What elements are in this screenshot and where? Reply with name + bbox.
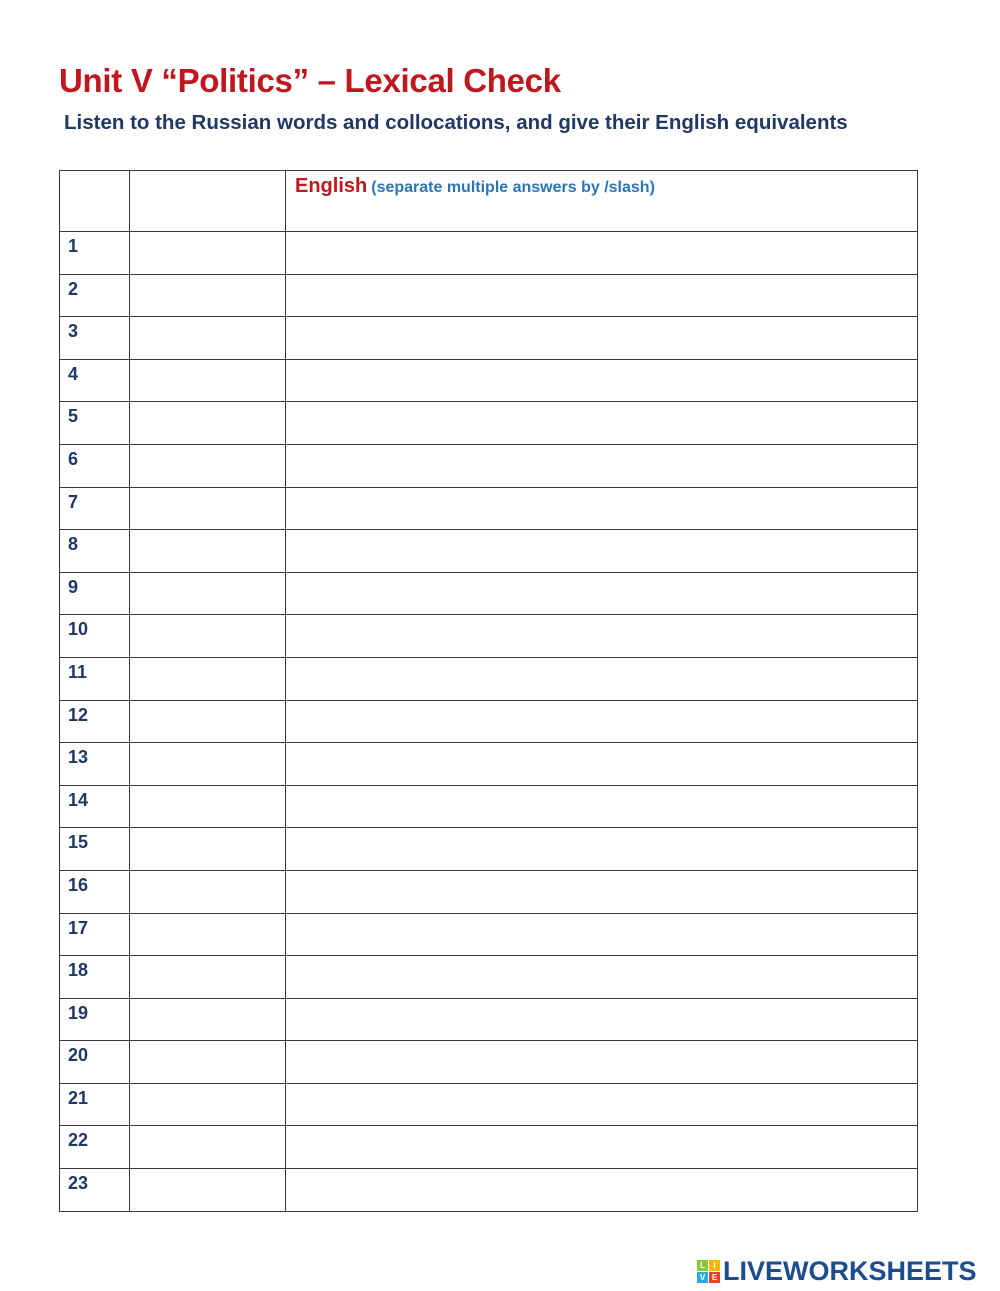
english-answer-cell: [286, 615, 918, 658]
table-row: [60, 1083, 918, 1126]
english-answer-input[interactable]: [286, 1126, 917, 1168]
row-number: 20: [68, 1045, 89, 1066]
english-answer-input[interactable]: [286, 871, 917, 913]
header-number-cell: [60, 171, 130, 232]
row-number: 7: [68, 491, 79, 512]
russian-cell: [130, 828, 286, 871]
english-answer-cell: [286, 1126, 918, 1169]
table-row: [60, 1041, 918, 1084]
english-answer-input[interactable]: [286, 530, 917, 572]
row-number-cell: [60, 274, 130, 317]
row-number: 5: [68, 406, 79, 427]
table-row: [60, 700, 918, 743]
russian-cell: [130, 232, 286, 275]
english-answer-input[interactable]: [286, 275, 917, 317]
table-header-row: [60, 171, 918, 232]
english-answer-input[interactable]: [286, 743, 917, 785]
table-row: [60, 998, 918, 1041]
russian-cell: [130, 615, 286, 658]
english-answer-input[interactable]: [286, 360, 917, 402]
english-answer-input[interactable]: [286, 488, 917, 530]
row-number-cell: [60, 956, 130, 999]
table-row: [60, 274, 918, 317]
english-answer-cell: [286, 232, 918, 275]
table-row: [60, 785, 918, 828]
row-number: 11: [68, 661, 88, 682]
english-answer-input[interactable]: [286, 445, 917, 487]
row-number: 4: [68, 363, 79, 384]
english-answer-cell: [286, 487, 918, 530]
logo-text: LIVEWORKSHEETS: [723, 1256, 977, 1286]
english-answer-input[interactable]: [286, 999, 917, 1041]
row-number: 8: [68, 534, 79, 555]
row-number: 22: [68, 1130, 89, 1151]
row-number: 23: [68, 1173, 89, 1194]
row-number-cell: [60, 1169, 130, 1212]
table-row: [60, 444, 918, 487]
english-answer-cell: [286, 1083, 918, 1126]
russian-cell: [130, 1083, 286, 1126]
table-row: [60, 1169, 918, 1212]
russian-cell: [130, 1041, 286, 1084]
row-number-cell: [60, 828, 130, 871]
row-number-cell: [60, 572, 130, 615]
table-row: [60, 530, 918, 573]
english-answer-input[interactable]: [286, 786, 917, 828]
english-answer-cell: [286, 1041, 918, 1084]
english-answer-input[interactable]: [286, 956, 917, 998]
table-row: [60, 1126, 918, 1169]
table-row: [60, 743, 918, 786]
english-answer-cell: [286, 359, 918, 402]
table-row: [60, 572, 918, 615]
english-answer-input[interactable]: [286, 658, 917, 700]
russian-cell: [130, 572, 286, 615]
row-number-cell: [60, 1083, 130, 1126]
table-row: [60, 657, 918, 700]
row-number: 3: [68, 321, 79, 342]
russian-cell: [130, 359, 286, 402]
english-answer-cell: [286, 743, 918, 786]
answer-table: [59, 170, 918, 1212]
russian-cell: [130, 998, 286, 1041]
table-row: [60, 870, 918, 913]
english-answer-cell: [286, 444, 918, 487]
english-answer-input[interactable]: [286, 573, 917, 615]
row-number-cell: [60, 657, 130, 700]
row-number: 17: [68, 917, 89, 938]
row-number-cell: [60, 317, 130, 360]
russian-cell: [130, 870, 286, 913]
english-answer-cell: [286, 956, 918, 999]
row-number: 18: [68, 960, 89, 981]
row-number-cell: [60, 530, 130, 573]
table-row: [60, 913, 918, 956]
russian-cell: [130, 1169, 286, 1212]
header-russian-cell: [130, 171, 286, 232]
english-answer-cell: [286, 274, 918, 317]
row-number-cell: [60, 700, 130, 743]
table-row: [60, 615, 918, 658]
english-answer-cell: [286, 657, 918, 700]
row-number: 13: [68, 747, 89, 768]
russian-cell: [130, 317, 286, 360]
row-number: 15: [68, 832, 89, 853]
english-answer-cell: [286, 317, 918, 360]
row-number-cell: [60, 402, 130, 445]
russian-cell: [130, 700, 286, 743]
english-answer-input[interactable]: [286, 1084, 917, 1126]
row-number-cell: [60, 998, 130, 1041]
english-answer-cell: [286, 785, 918, 828]
row-number-cell: [60, 444, 130, 487]
row-number: 9: [68, 576, 79, 597]
russian-cell: [130, 1126, 286, 1169]
russian-cell: [130, 785, 286, 828]
english-column-note: (separate multiple answers by /slash): [371, 179, 655, 196]
english-answer-input[interactable]: [286, 1041, 917, 1083]
row-number-cell: [60, 487, 130, 530]
header-english-cell: [286, 171, 918, 232]
row-number-cell: [60, 785, 130, 828]
russian-cell: [130, 487, 286, 530]
row-number: 1: [68, 236, 79, 256]
worksheet-instructions: Listen to the Russian words and collocations, and give their English equivalents: [64, 111, 848, 134]
english-answer-input[interactable]: [286, 701, 917, 743]
english-answer-cell: [286, 700, 918, 743]
russian-cell: [130, 402, 286, 445]
english-answer-cell: [286, 998, 918, 1041]
table-row: [60, 828, 918, 871]
row-number: 12: [68, 704, 89, 725]
russian-cell: [130, 530, 286, 573]
row-number-cell: [60, 232, 130, 275]
english-answer-cell: [286, 870, 918, 913]
row-number: 6: [68, 448, 79, 469]
row-number: 19: [68, 1002, 89, 1023]
liveworksheets-logo: [697, 1256, 977, 1287]
worksheet-title: Unit V “Politics” – Lexical Check: [59, 62, 561, 99]
row-number: 21: [68, 1087, 89, 1108]
english-answer-input[interactable]: [286, 317, 917, 359]
english-answer-input[interactable]: [286, 232, 917, 274]
russian-cell: [130, 274, 286, 317]
table-row: [60, 232, 918, 275]
english-answer-cell: [286, 572, 918, 615]
russian-cell: [130, 956, 286, 999]
table-row: [60, 402, 918, 445]
row-number-cell: [60, 615, 130, 658]
english-answer-input[interactable]: [286, 1169, 917, 1211]
row-number: 14: [68, 789, 89, 810]
english-answer-cell: [286, 402, 918, 445]
english-answer-input[interactable]: [286, 828, 917, 870]
row-number: 16: [68, 874, 89, 895]
russian-cell: [130, 743, 286, 786]
english-answer-cell: [286, 828, 918, 871]
row-number-cell: [60, 1126, 130, 1169]
russian-cell: [130, 913, 286, 956]
english-answer-cell: [286, 530, 918, 573]
english-answer-cell: [286, 913, 918, 956]
table-row: [60, 359, 918, 402]
table-row: [60, 956, 918, 999]
english-column-label: English: [295, 175, 368, 197]
row-number-cell: [60, 743, 130, 786]
russian-cell: [130, 444, 286, 487]
english-answer-input[interactable]: [286, 402, 917, 444]
english-answer-input[interactable]: [286, 615, 917, 657]
english-answer-input[interactable]: [286, 914, 917, 956]
logo-mark-icon: L I V E: [697, 1260, 720, 1283]
row-number: 2: [68, 278, 79, 299]
row-number: 10: [68, 619, 89, 640]
table-row: [60, 317, 918, 360]
english-answer-cell: [286, 1169, 918, 1212]
row-number-cell: [60, 913, 130, 956]
row-number-cell: [60, 359, 130, 402]
table-row: [60, 487, 918, 530]
row-number-cell: [60, 870, 130, 913]
russian-cell: [130, 657, 286, 700]
row-number-cell: [60, 1041, 130, 1084]
